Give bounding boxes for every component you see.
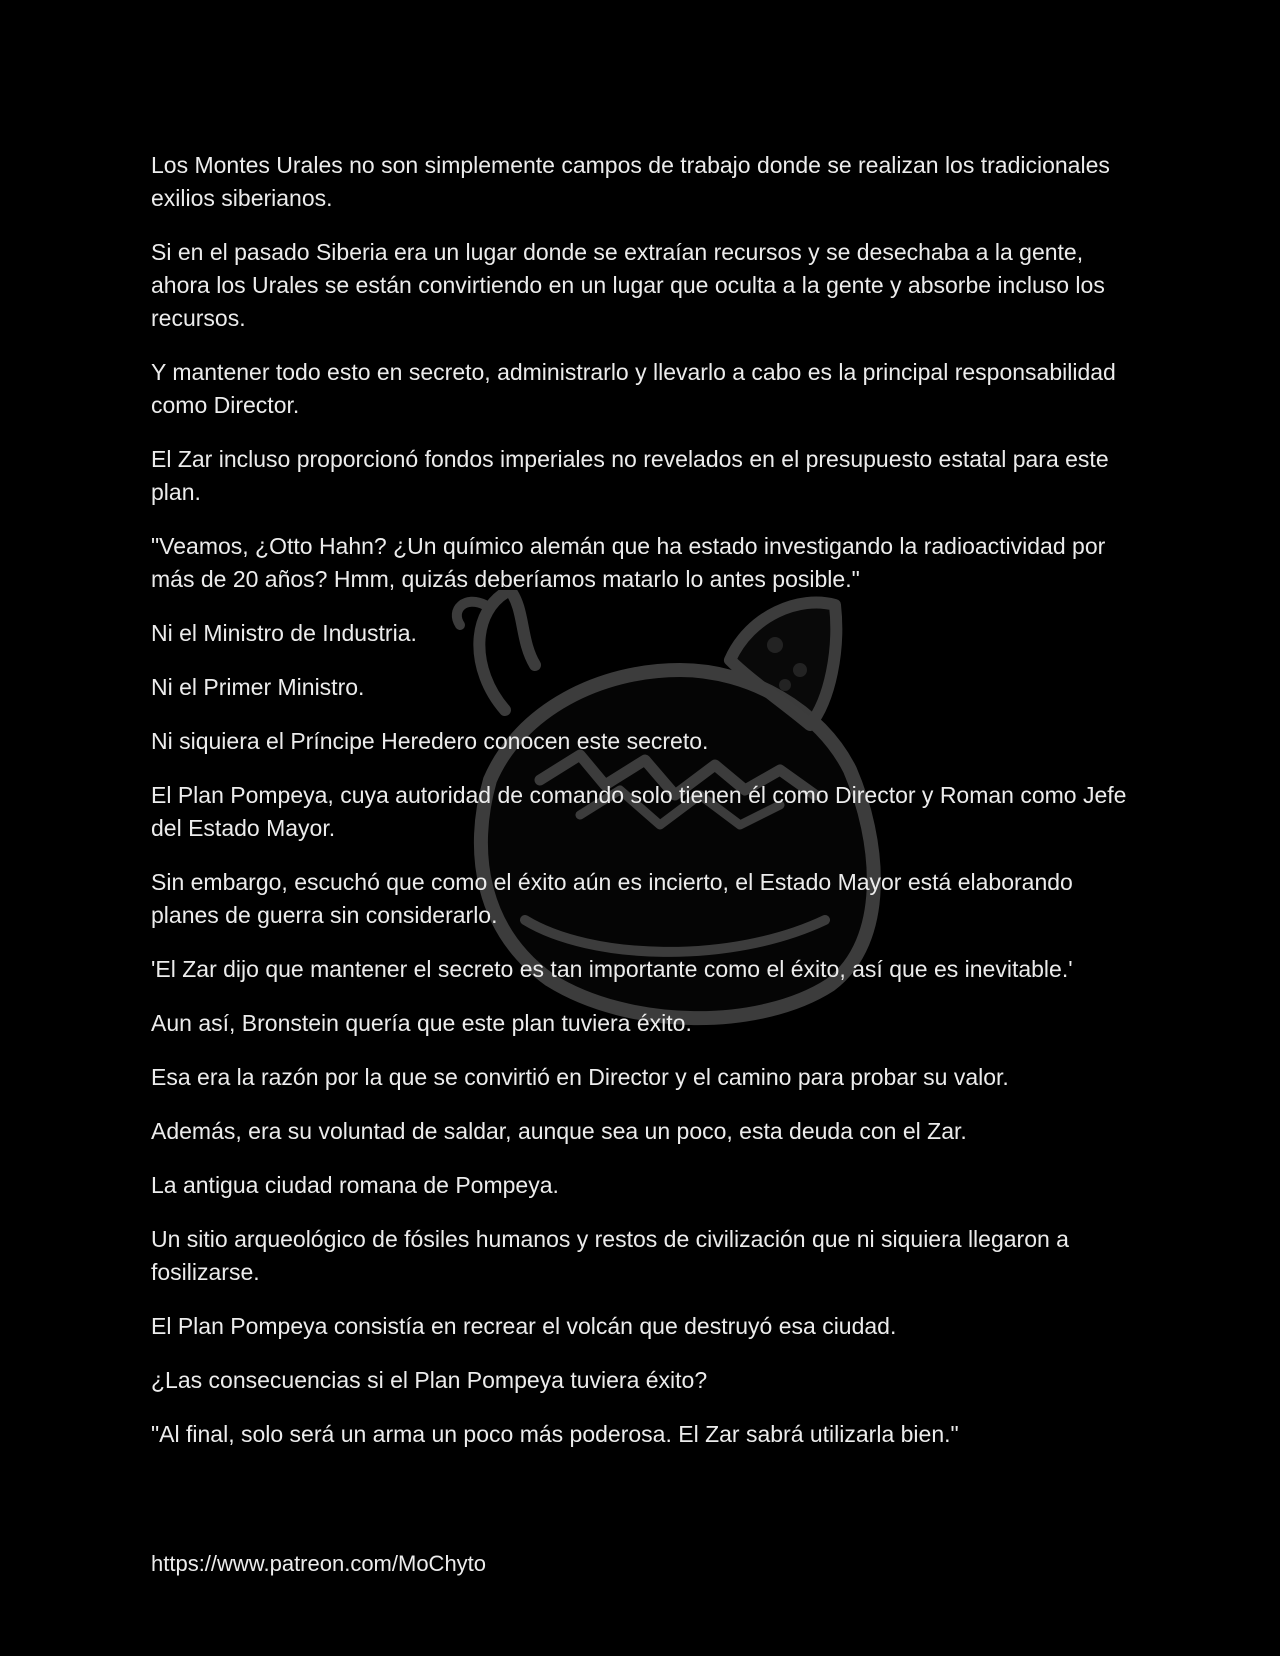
paragraph: "Al final, solo será un arma un poco más poderosa. El Zar sabrá utilizarla bien.": [151, 1421, 959, 1447]
paragraph: Si en el pasado Siberia era un lugar donde se extraían recursos y se desechaba a la gente, ahora los Urales se están convirtiendo en un lugar que oculta a la gente y absorbe incluso los recursos.: [151, 239, 1105, 331]
paragraph: Ni el Primer Ministro.: [151, 674, 365, 700]
paragraph: El Plan Pompeya, cuya autoridad de comando solo tienen él como Director y Roman como Jefe del Estado Mayor.: [151, 782, 1127, 841]
paragraph: Aun así, Bronstein quería que este plan tuviera éxito.: [151, 1010, 692, 1036]
paragraph: Además, era su voluntad de saldar, aunque sea un poco, esta deuda con el Zar.: [151, 1118, 967, 1144]
paragraph: Un sitio arqueológico de fósiles humanos y restos de civilización que ni siquiera llegaron a fosilizarse.: [151, 1226, 1069, 1285]
paragraph: Esa era la razón por la que se convirtió en Director y el camino para probar su valor.: [151, 1064, 1009, 1090]
patreon-link[interactable]: https://www.patreon.com/MoChyto: [151, 1551, 487, 1576]
paragraph: La antigua ciudad romana de Pompeya.: [151, 1172, 559, 1198]
paragraph: Sin embargo, escuchó que como el éxito aún es incierto, el Estado Mayor está elaborando planes de guerra sin considerarlo.: [151, 869, 1073, 928]
paragraph: ¿Las consecuencias si el Plan Pompeya tuviera éxito?: [151, 1367, 708, 1393]
paragraph: El Plan Pompeya consistía en recrear el volcán que destruyó esa ciudad.: [151, 1313, 897, 1339]
paragraph: El Zar incluso proporcionó fondos imperiales no revelados en el presupuesto estatal para este plan.: [151, 446, 1109, 505]
paragraph: 'El Zar dijo que mantener el secreto es tan importante como el éxito, así que es inevitable.': [151, 956, 1073, 982]
paragraph: Los Montes Urales no son simplemente campos de trabajo donde se realizan los tradicionales exilios siberianos.: [151, 152, 1110, 211]
paragraph: Y mantener todo esto en secreto, administrarlo y llevarlo a cabo es la principal responsabilidad como Director.: [151, 359, 1116, 418]
document-body: [151, 149, 1141, 1472]
paragraph: "Veamos, ¿Otto Hahn? ¿Un químico alemán que ha estado investigando la radioactividad por más de 20 años? Hmm, quizás deberíamos matarlo lo antes posible.": [151, 533, 1106, 592]
paragraph: Ni el Ministro de Industria.: [151, 620, 417, 646]
paragraph: Ni siquiera el Príncipe Heredero conocen este secreto.: [151, 728, 709, 754]
